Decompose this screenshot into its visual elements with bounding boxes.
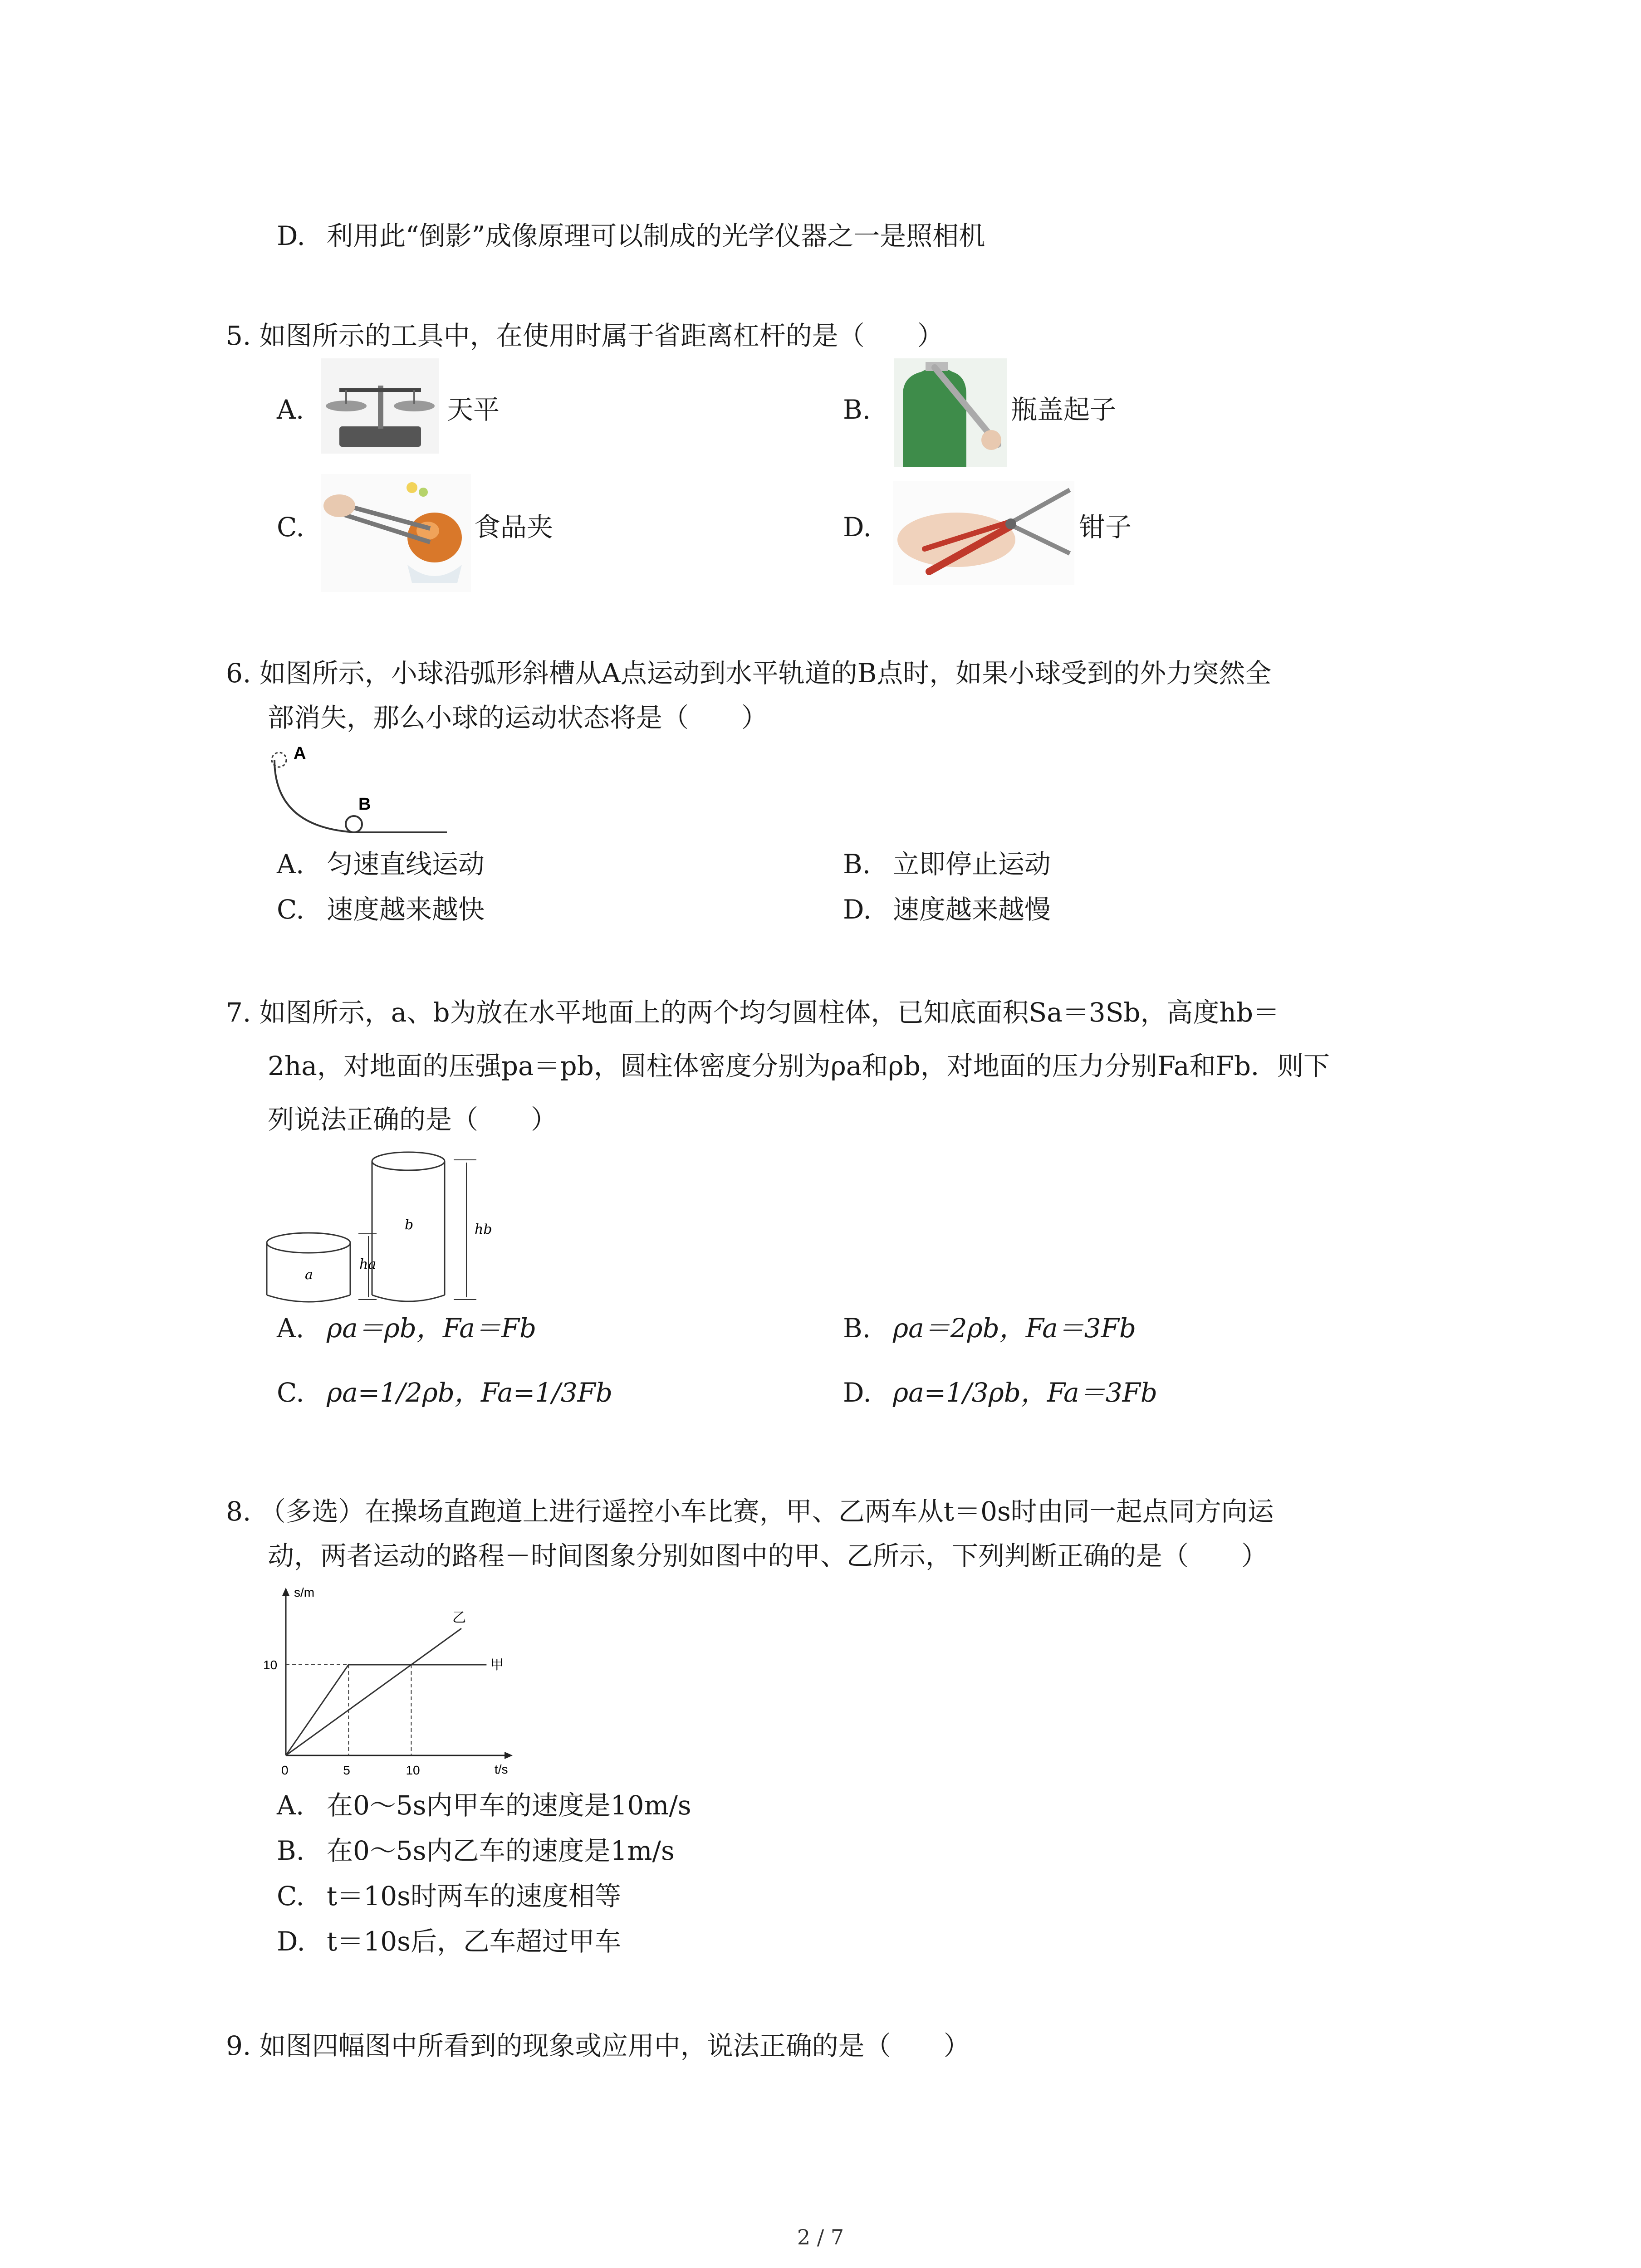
option-label: D. (843, 894, 872, 925)
option-label: B. (843, 849, 871, 880)
q6-option-c[interactable] (277, 891, 485, 928)
option-label: B. (277, 1835, 305, 1866)
food-tongs-image (321, 474, 471, 592)
option-label: A. (277, 394, 304, 425)
series-yi-label: 乙 (452, 1610, 466, 1626)
series-yi-line (286, 1628, 461, 1755)
pliers-image (893, 481, 1074, 585)
q5-option-b[interactable] (843, 391, 893, 428)
q5-option-b-text: 瓶盖起子 (1011, 394, 1117, 425)
page-number: 2 / 7 (797, 2225, 844, 2249)
q8-option-b[interactable] (277, 1833, 675, 1869)
option-label: A. (277, 849, 304, 880)
option-label: C. (277, 1881, 304, 1911)
q6-option-b[interactable] (843, 846, 1051, 882)
option-label: C. (277, 512, 304, 543)
option-text: 在0～5s内甲车的速度是10m/s (327, 1790, 691, 1821)
x-tick-label: 0 (281, 1763, 289, 1777)
option-label: D. (843, 1377, 872, 1408)
q6-stem-line2: 部消失，那么小球的运动状态将是（ ） (268, 702, 768, 733)
option-label: C. (277, 1377, 304, 1408)
q7-stem-line3: 列说法正确的是（ ） (268, 1104, 558, 1135)
cylinder-b-label: b (405, 1217, 414, 1233)
q6-option-a[interactable] (277, 846, 485, 882)
option-label: D. (277, 1926, 305, 1957)
q7-stem-line2: 2ha，对地面的压强pa＝pb，圆柱体密度分别为ρa和ρb，对地面的压力分别Fa和Fb．则下 (268, 1051, 1330, 1081)
q4-option-d[interactable] (277, 218, 985, 254)
y-axis-arrow (282, 1588, 289, 1596)
option-label: B. (843, 394, 871, 425)
y-tick-label: 10 (263, 1658, 278, 1672)
q5-option-a[interactable] (277, 391, 327, 428)
option-label: B. (843, 1313, 871, 1344)
option-label: A. (277, 1313, 304, 1344)
q8-option-c[interactable] (277, 1878, 621, 1914)
series-jia-label: 甲 (490, 1657, 504, 1673)
x-tick-label: 5 (343, 1763, 350, 1777)
cylinder-a-label: a (305, 1267, 313, 1283)
q8-option-a[interactable] (277, 1787, 691, 1823)
option-text: ρa=1/2ρb，Fa=1/3Fb (327, 1377, 613, 1408)
q8-distance-time-chart (254, 1583, 517, 1787)
q6-option-d[interactable] (843, 891, 1051, 928)
option-text: t＝10s时两车的速度相等 (327, 1881, 621, 1911)
series-jia-line (286, 1665, 486, 1755)
q8-stem-line1: 8. （多选）在操场直跑道上进行遥控小车比赛，甲、乙两车从t＝0s时由同一起点同方向运 (226, 1496, 1274, 1527)
point-a-label: A (294, 746, 306, 763)
option-text: 匀速直线运动 (327, 849, 485, 880)
option-text: ρa＝ρb，Fa＝Fb (327, 1313, 537, 1344)
q8-stem-line2: 动，两者运动的路程－时间图象分别如图中的甲、乙所示，下列判断正确的是（ ） (268, 1540, 1268, 1571)
q5-stem: 5. 如图所示的工具中，在使用时属于省距离杠杆的是（ ） (226, 320, 944, 351)
balance-scale-image (321, 358, 439, 454)
option-label: A. (277, 1790, 304, 1821)
x-axis-arrow (505, 1752, 513, 1759)
option-text: 在0～5s内乙车的速度是1m/s (327, 1835, 675, 1866)
option-label: D. (843, 512, 872, 543)
q8-option-d[interactable] (277, 1923, 621, 1960)
height-a-label: ha (359, 1256, 377, 1272)
option-label: D. (277, 220, 305, 251)
option-text: 立即停止运动 (893, 849, 1051, 880)
q5-option-c-text: 食品夹 (474, 512, 554, 543)
height-b-label: hb (475, 1222, 492, 1237)
option-text: t＝10s后，乙车超过甲车 (327, 1926, 621, 1957)
x-tick-label: 10 (406, 1763, 420, 1777)
q5-option-c[interactable] (277, 509, 327, 545)
point-b-label: B (358, 795, 371, 814)
option-text: ρa＝2ρb，Fa＝3Fb (893, 1313, 1136, 1344)
q7-option-c[interactable] (277, 1374, 612, 1411)
option-text: 速度越来越快 (327, 894, 485, 925)
q7-option-d[interactable] (843, 1374, 1157, 1411)
y-axis-label: s/m (294, 1585, 315, 1599)
q6-track-diagram (265, 746, 456, 841)
q7-option-a[interactable] (277, 1310, 536, 1346)
option-text: ρa=1/3ρb，Fa＝3Fb (893, 1377, 1158, 1408)
q6-stem-line1: 6. 如图所示，小球沿弧形斜槽从A点运动到水平轨道的B点时，如果小球受到的外力突然全 (226, 658, 1272, 689)
q5-option-d[interactable] (843, 509, 893, 545)
q7-option-b[interactable] (843, 1310, 1136, 1346)
bottle-opener-image (894, 358, 1007, 467)
option-text: 速度越来越慢 (893, 894, 1051, 925)
q7-cylinders-diagram (263, 1150, 517, 1309)
q9-stem: 9. 如图四幅图中所看到的现象或应用中，说法正确的是（ ） (226, 2030, 970, 2061)
q5-option-a-text: 天平 (447, 394, 500, 425)
q5-option-d-text: 钳子 (1079, 512, 1132, 543)
x-axis-label: t/s (495, 1762, 508, 1776)
option-text: 利用此“倒影”成像原理可以制成的光学仪器之一是照相机 (327, 220, 985, 251)
option-label: C. (277, 894, 304, 925)
q7-stem-line1: 7. 如图所示，a、b为放在水平地面上的两个均匀圆柱体，已知底面积Sa＝3Sb，高度hb＝ (226, 997, 1280, 1028)
